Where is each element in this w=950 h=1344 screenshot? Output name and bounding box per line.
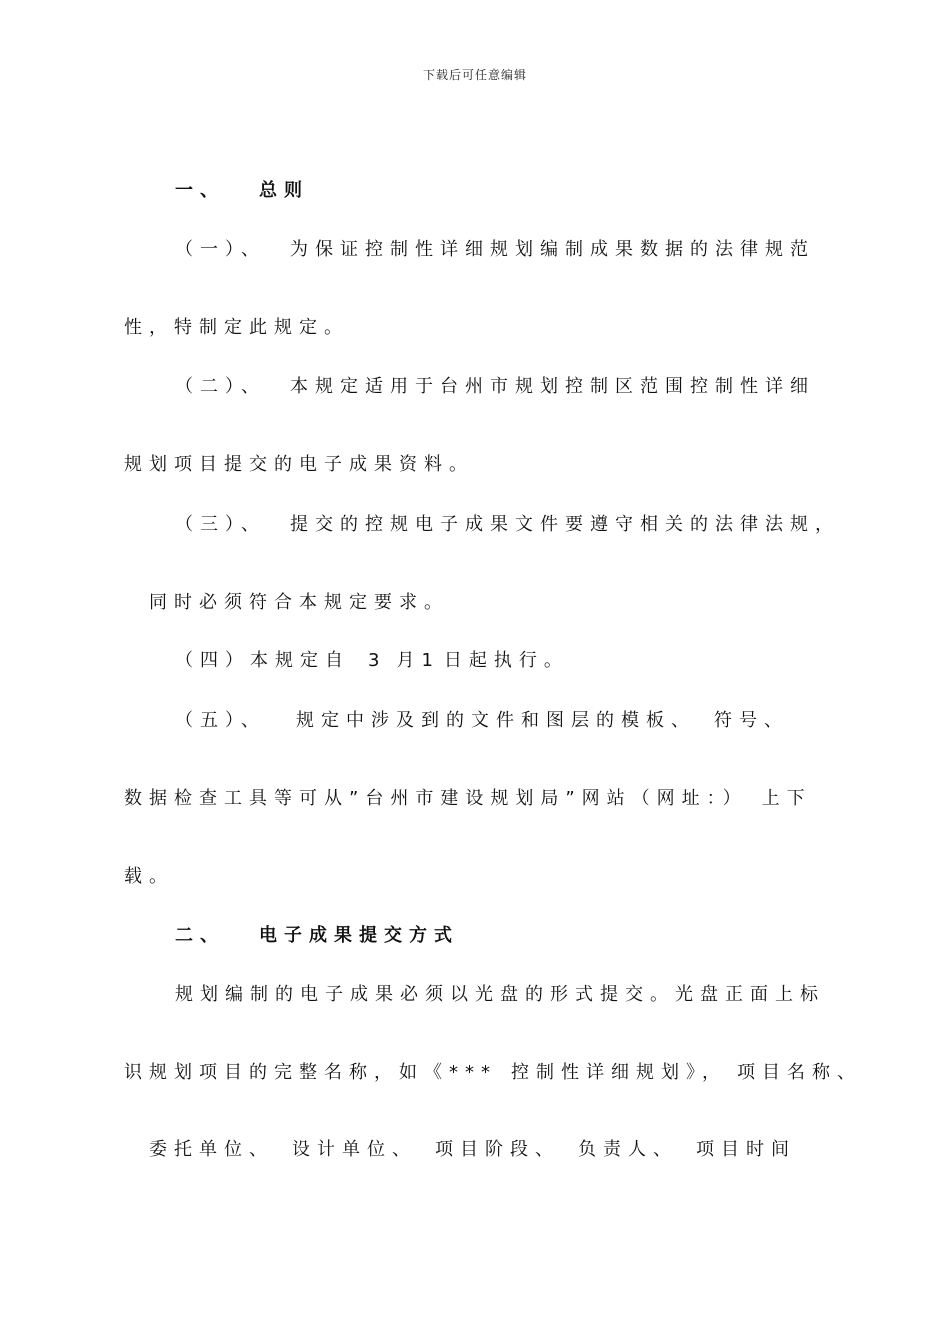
section-2-text-2: 控制性详细规划》， [511,1062,727,1083]
section-2-item-2: 设计单位、 [292,1139,417,1160]
item-5-text-1: 规定中涉及到的文件和图层的模板、 [296,710,696,731]
section-2-item-5: 项目时间 [696,1139,796,1160]
item-5-line-1 [175,710,789,732]
item-1-line-2: 性，特制定此规定。 [124,317,349,338]
item-2-line-1 [175,376,815,398]
item-4-label: （四）本规定自 [175,650,350,671]
section-2-text-1: 识规划项目的完整名称，如《*** [124,1062,497,1083]
section-2-number: 二、 [175,925,225,946]
item-5-text-3: 数据检查工具等可从”台州市建设规划局”网站（网址：） [124,788,748,809]
item-1-text: 为保证控制性详细规划编制成果数据的法律规范 [290,239,815,260]
item-1-line-1 [175,239,815,261]
section-1-heading [175,180,309,202]
item-5-label: （五）、 [175,710,266,731]
section-2-heading [175,925,459,947]
item-1-label: （一）、 [175,239,266,260]
item-2-line-2: 规划项目提交的电子成果资料。 [124,454,474,475]
section-2-item-1: 委托单位、 [149,1139,274,1160]
item-3-text: 提交的控规电子成果文件要遵守相关的法律法规， [290,514,840,535]
item-5-text-4: 上下 [761,788,812,809]
item-3-line-1 [175,514,840,536]
item-4-number: 3 [368,650,387,671]
item-4-month: 月1 [396,650,440,671]
item-5-text-2: 符号、 [714,710,789,731]
section-2-line-1: 规划编制的电子成果必须以光盘的形式提交。光盘正面上标 [175,984,825,1005]
section-1-number: 一、 [175,180,225,201]
item-4-rest: 日起执行。 [443,650,569,671]
section-2-title: 电子成果提交方式 [259,925,459,946]
page-header: 下载后可任意编辑 [422,68,527,82]
section-2-line-3 [149,1139,796,1161]
section-1-title: 总则 [259,180,309,201]
item-4-line [175,650,569,672]
item-2-text: 本规定适用于台州市规划控制区范围控制性详细 [290,376,815,397]
section-2-line-2 [124,1062,862,1084]
section-2-item-4: 负责人、 [578,1139,678,1160]
item-2-label: （二）、 [175,376,266,397]
item-3-label: （三）、 [175,514,266,535]
section-2-item-3: 项目阶段、 [435,1139,560,1160]
item-3-line-2: 同时必须符合本规定要求。 [149,592,449,613]
item-5-line-2 [124,788,812,810]
item-5-line-3: 载。 [124,866,174,887]
section-2-text-3: 项目名称、 [737,1062,862,1083]
